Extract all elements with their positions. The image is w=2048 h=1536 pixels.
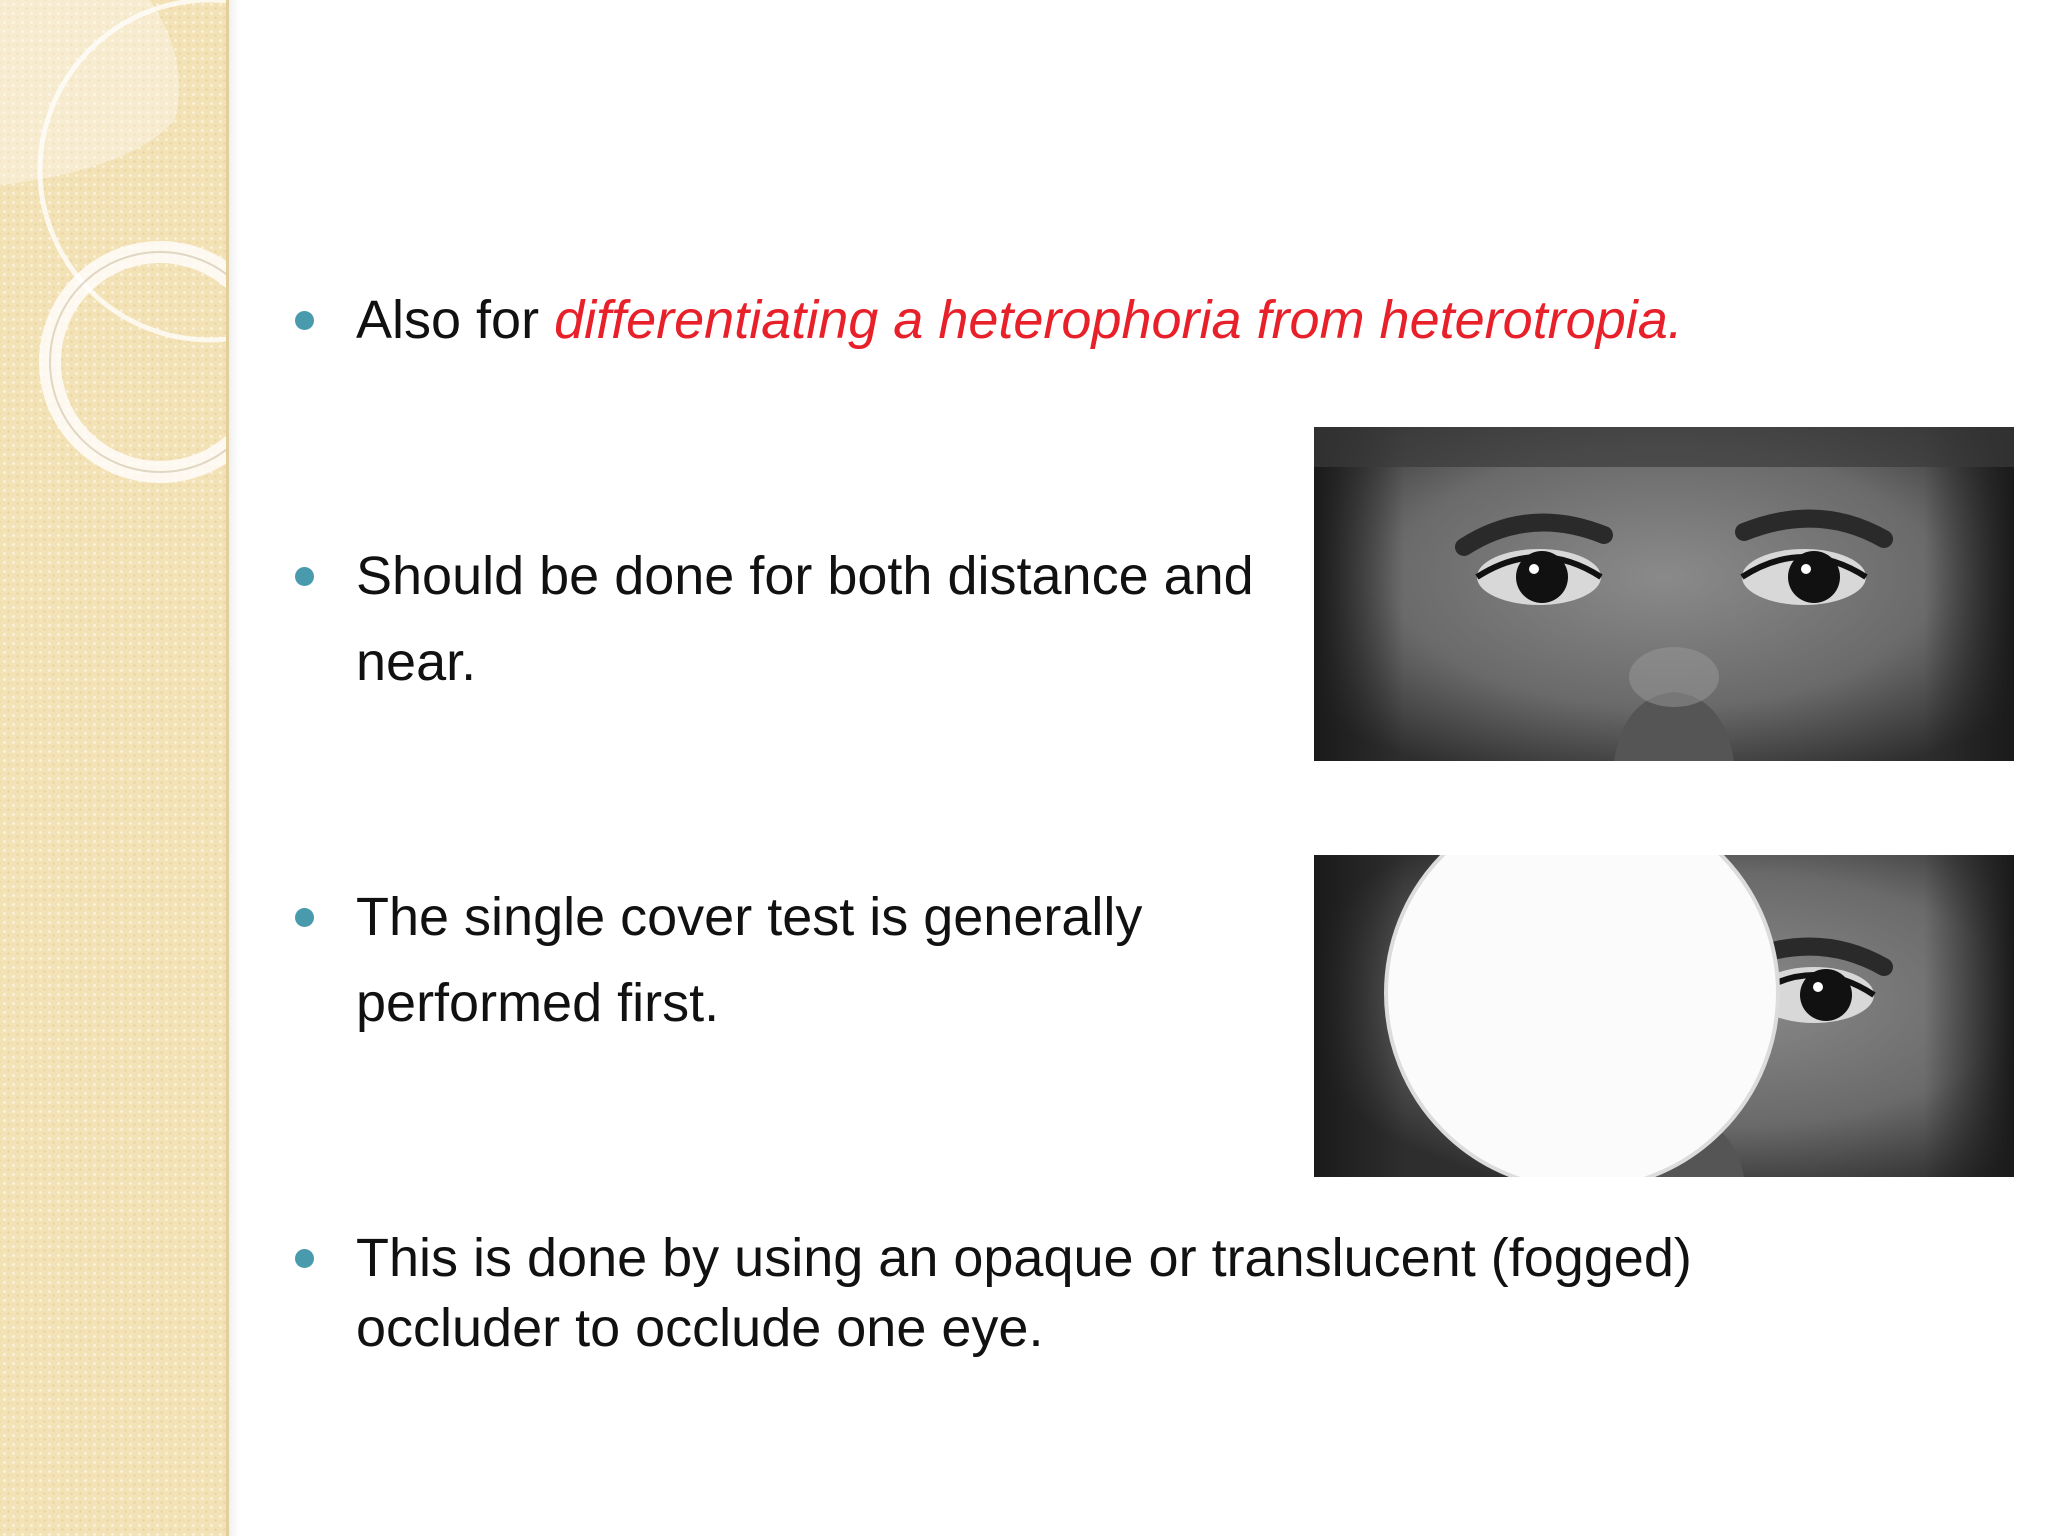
eyes-uncovered-photo <box>1314 427 2014 761</box>
bullet-text <box>356 277 1683 363</box>
bullet-line-2: near. <box>356 632 477 692</box>
bullet-emphasis-text: differentiating a heterophoria from heterotropia. <box>554 290 1683 350</box>
bullet-line-1: This is done by using an opaque or translucent (fogged) <box>356 1228 1692 1288</box>
bullet-dot <box>295 311 314 330</box>
eye-covered-photo <box>1314 855 2014 1177</box>
bullet-line-1: Should be done for both distance and <box>356 546 1254 606</box>
bullet-dot <box>295 908 314 927</box>
decorative-side-band <box>0 0 229 1536</box>
bullet-line-2: occluder to occlude one eye. <box>356 1298 1044 1358</box>
bullet-lead-text: Also for <box>356 290 555 350</box>
bullet-dot <box>295 567 314 586</box>
bullet-line-1: The single cover test is generally <box>356 887 1143 947</box>
decorative-rings <box>0 0 226 1536</box>
side-band-shadow <box>229 0 239 1536</box>
bullet-single-cover-test <box>356 874 1142 1046</box>
bullet-dot <box>295 1249 314 1268</box>
bullet-distance-near <box>356 533 1254 705</box>
bullet-occluder <box>356 1223 1692 1363</box>
bullet-line-2: performed first. <box>356 973 720 1033</box>
bullet-differentiating <box>356 277 1683 363</box>
